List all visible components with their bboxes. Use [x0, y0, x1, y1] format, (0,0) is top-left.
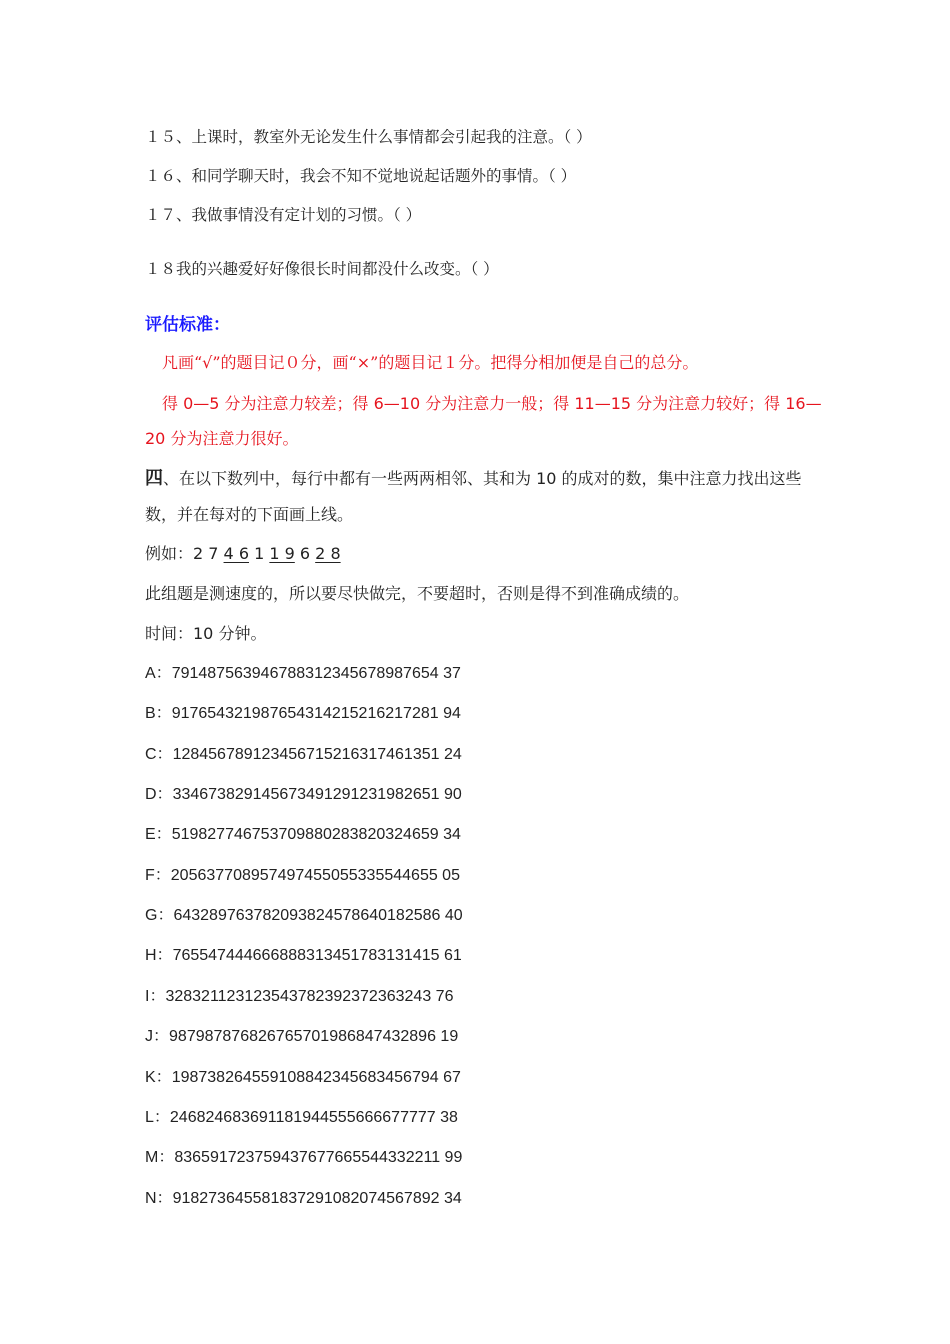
- row-digits: 519827746753709880283820324659 34: [171, 826, 461, 843]
- row-digits: 836591723759437677665544332211 99: [174, 1149, 463, 1166]
- example-underlined-pair: 1 9: [269, 544, 295, 563]
- number-row: [145, 1067, 461, 1089]
- row-label: D：: [145, 786, 173, 803]
- number-row: [145, 663, 461, 685]
- number-row: [145, 1147, 462, 1169]
- row-digits: 791487563946788312345678987654 37: [171, 665, 461, 682]
- row-digits: 918273645581837291082074567892 34: [172, 1190, 462, 1207]
- row-label: E：: [145, 826, 172, 843]
- question-16: １６、和同学聊天时，我会不知不觉地说起话题外的事情。（ ）: [145, 167, 577, 185]
- speed-note: 此组题是测速度的，所以要尽快做完，不要超时，否则是得不到准确成绩的。: [145, 584, 690, 603]
- number-row: [145, 744, 462, 766]
- example-digits: 1: [249, 544, 270, 563]
- number-row: [145, 824, 461, 846]
- row-digits: 198738264559108842345683456794 67: [171, 1069, 461, 1086]
- example-underlined-pair: 2 8: [315, 544, 341, 563]
- row-digits: 328321123123543782392372363243 76: [165, 988, 454, 1005]
- row-digits: 643289763782093824578640182586 40: [173, 907, 463, 924]
- criteria-rule: 凡画“√”的题目记０分，画“×”的题目记１分。把得分相加便是自己的总分。: [162, 353, 699, 372]
- row-label: B：: [145, 705, 172, 722]
- row-digits: 765547444666888313451783131415 61: [172, 947, 462, 964]
- number-row: [145, 703, 461, 725]
- example-digits: 2 7: [193, 544, 224, 563]
- number-row: [145, 1026, 458, 1048]
- criteria-levels-line2: 20 分为注意力很好。: [145, 429, 299, 448]
- row-label: H：: [145, 947, 173, 964]
- row-label: G：: [145, 907, 174, 924]
- number-row: [145, 945, 462, 967]
- number-row: [145, 986, 453, 1008]
- row-label: F：: [145, 867, 171, 884]
- example-label: 例如：: [145, 544, 194, 563]
- section-four-text-line2: 数，并在每对的下面画上线。: [145, 505, 354, 524]
- example-underlined-pair: 4 6: [223, 544, 249, 563]
- section-four-text-line1: 、在以下数列中，每行中都有一些两两相邻、其和为 10 的成对的数，集中注意力找出这些: [163, 469, 802, 488]
- row-digits: 128456789123456715216317461351 24: [172, 746, 462, 763]
- row-label: N：: [145, 1190, 173, 1207]
- row-label: I：: [145, 988, 166, 1005]
- question-15: １５、上课时，教室外无论发生什么事情都会引起我的注意。（ ）: [145, 128, 592, 146]
- criteria-heading: 评估标准：: [145, 315, 230, 335]
- question-17: １７、我做事情没有定计划的习惯。（ ）: [145, 206, 422, 224]
- example-line: [145, 543, 341, 565]
- question-18: １８我的兴趣爱好好像很长时间都没什么改变。（ ）: [145, 260, 499, 278]
- row-digits: 334673829145673491291231982651 90: [172, 786, 462, 803]
- row-label: J：: [145, 1028, 170, 1045]
- criteria-levels-line1: 得 0—5 分为注意力较差；得 6—10 分为注意力一般；得 11—15 分为注意力较好；得 16—: [162, 394, 822, 413]
- row-label: M：: [145, 1149, 175, 1166]
- section-four-intro: [145, 468, 802, 490]
- row-label: A：: [145, 665, 172, 682]
- number-row: [145, 865, 460, 887]
- time-note: 时间：10 分钟。: [145, 624, 267, 643]
- section-four-number: 四: [145, 468, 163, 489]
- row-label: L：: [145, 1109, 170, 1126]
- row-digits: 246824683691181944555666677777 38: [169, 1109, 458, 1126]
- example-digits: 6: [294, 544, 316, 563]
- row-label: K：: [145, 1069, 172, 1086]
- row-digits: 205637708957497455055335544655 05: [170, 867, 460, 884]
- row-label: C：: [145, 746, 173, 763]
- number-row: [145, 1188, 462, 1210]
- number-row: [145, 905, 463, 927]
- number-row: [145, 784, 462, 806]
- row-digits: 917654321987654314215216217281 94: [171, 705, 461, 722]
- number-row: [145, 1107, 458, 1129]
- row-digits: 987987876826765701986847432896 19: [169, 1028, 459, 1045]
